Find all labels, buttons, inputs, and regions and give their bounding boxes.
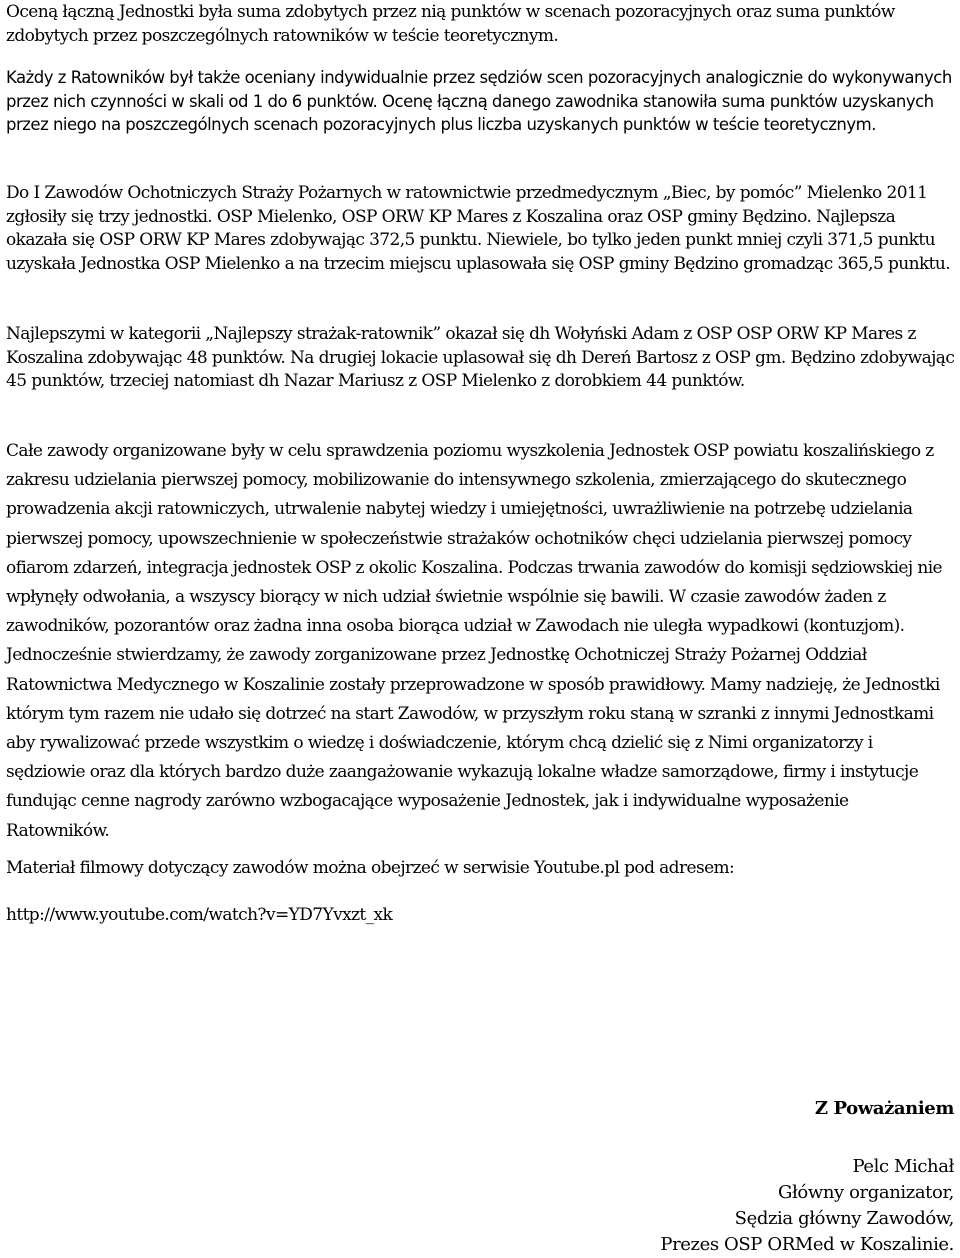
signature-greeting: Z Poważaniem [814, 1098, 954, 1119]
signature-role-judge: Sędzia główny Zawodów, [734, 1208, 954, 1229]
signature-role-president: Prezes OSP ORMed w Koszalinie. [660, 1234, 954, 1255]
paragraph-individual-results: Najlepszymi w kategorii „Najlepszy strażak-ratownik” okazał się dh Wołyński Adam z OSP OSP ORW KP Mares z Koszalina zdobywając 48 punktów. Na drugiej lokacie uplasował się dh Dereń Bartosz z OSP gm. Będzino zdobywając 45 punktów, trzeciej natomiast dh Nazar Mariusz z OSP Mielenko z dorobkiem 44 punktów. [6, 324, 955, 392]
paragraph-scoring-units: Oceną łączną Jednostki była suma zdobytych przez nią punktów w scenach pozoracyjnych oraz suma punktów zdobytych przez poszczególnych ratowników w teście teoretycznym. [6, 2, 895, 46]
video-link[interactable]: http://www.youtube.com/watch?v=YD7Yvxzt_xk [6, 905, 393, 925]
signature-block [660, 1096, 954, 1258]
signature-role-organizer: Główny organizator, [777, 1182, 954, 1203]
paragraph-team-results: Do I Zawodów Ochotniczych Straży Pożarnych w ratownictwie przedmedycznym „Biec, by pomóc” Mielenko 2011 zgłosiły się trzy jednostki. OSP Mielenko, OSP ORW KP Mares z Koszalina oraz OSP gminy Będzino. Najlepsza okazała się OSP ORW KP Mares zdobywając 372,5 punktu. Niewiele, bo tylko jeden punkt mniej czyli 371,5 punktu uzyskała Jednostka OSP Mielenko a na trzecim miejscu uplasowała się OSP gminy Będzino gromadząc 365,5 punktu. [6, 183, 951, 274]
paragraph-summary: Całe zawody organizowane były w celu sprawdzenia poziomu wyszkolenia Jednostek OSP powiatu koszalińskiego z zakresu udzielania pierwszej pomocy, mobilizowanie do intensywnego szkolenia, zmierzającego do skutecznego prowadzenia akcji ratowniczych, utrwalenie nabytej wiedzy i umiejętności, uwrażliwienie na potrzebę udzielania pierwszej pomocy, upowszechnienie w społeczeństwie strażaków ochotników chęci udzielania pierwszej pomocy ofiarom zdarzeń, integracja jednostek OSP z okolic Koszalina. Podczas trwania zawodów do komisji sędziowskiej nie wpłynęły odwołania, a wszyscy biorący w nich udział świetnie wspólnie się bawili. W czasie zawodów żaden z zawodników, pozorantów oraz żadna inna osoba biorąca udział w Zawodach nie uległa wypadkowi (kontuzjom). Jednocześnie stwierdzamy, że zawody zorganizowane przez Jednostkę Ochotniczej Straży Pożarnej Oddział Ratownictwa Medycznego w Koszalinie zostały przeprowadzone w sposób prawidłowy. Mamy nadzieję, że Jednostki którym tym razem nie udało się dotrzeć na start Zawodów, w przyszłym roku staną w szranki z innymi Jednostkami aby rywalizować przede wszystkim o wiedzę i doświadczenie, którym chcą dzielić się z Nimi organizatorzy i sędziowie oraz dla których bardzo duże zaangażowanie wykazują lokalne władze samorządowe, firmy i instytucje fundując cenne nagrody zarówno wzbogacające wyposażenie Jednostek, jak i indywidualne wyposażenie Ratowników. [6, 441, 943, 841]
paragraph-scoring-rescuers: Każdy z Ratowników był także oceniany indywidualnie przez sędziów scen pozoracyjnych analogicznie do wykonywanych przez nich czynności w skali od 1 do 6 punktów. Ocenę łączną danego zawodnika stanowiła suma punktów uzyskanych przez niego na poszczególnych scenach pozoracyjnych plus liczba uzyskanych punktów w teście teoretycznym. [6, 68, 952, 135]
signature-name: Pelc Michał [852, 1156, 954, 1177]
paragraph-video-info: Materiał filmowy dotyczący zawodów można obejrzeć w serwisie Youtube.pl pod adresem: [6, 858, 735, 878]
